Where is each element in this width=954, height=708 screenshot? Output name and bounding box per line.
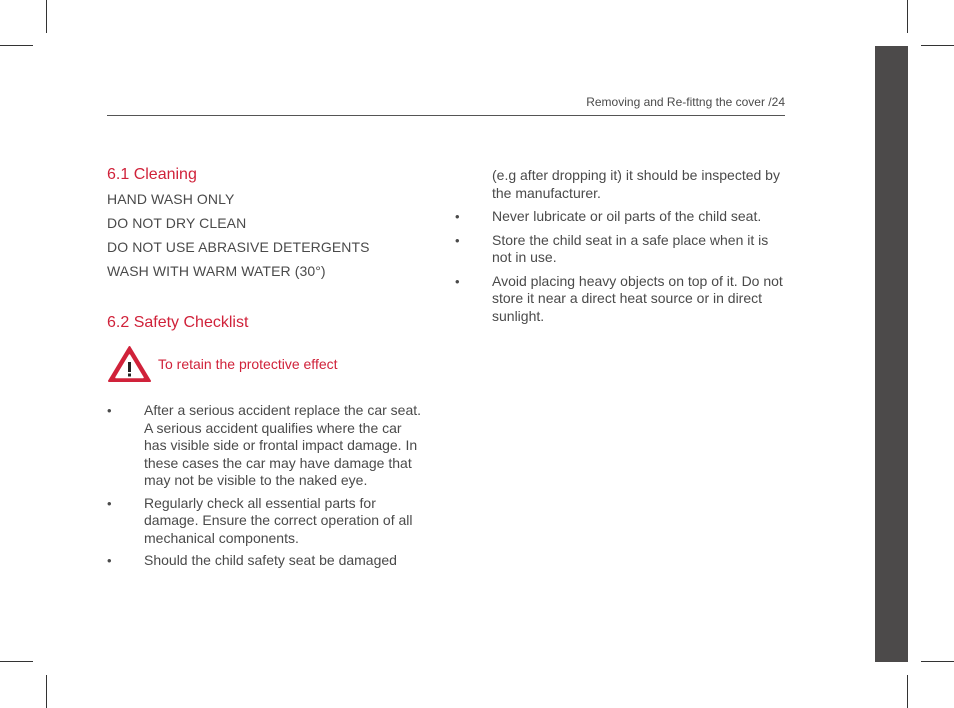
list-item-continuation: (e.g after dropping it) it should be inspected by the manufacturer. — [492, 167, 780, 201]
list-item — [107, 552, 424, 570]
list-item-text: Regularly check all essential parts for damage. Ensure the correct operation of all mechanical components. — [144, 494, 413, 546]
bullet: • — [455, 273, 460, 289]
safety-list-col1 — [107, 402, 424, 575]
bullet: • — [107, 553, 112, 568]
page-header-title: Removing and Re-fittng the cover /24 — [586, 95, 785, 109]
cleaning-heading: 6.1 Cleaning — [107, 166, 197, 183]
warning-triangle-icon — [107, 345, 152, 383]
bullet: • — [107, 495, 112, 511]
bullet: • — [107, 403, 112, 418]
crop-mark — [921, 45, 954, 46]
list-item — [455, 208, 787, 226]
list-item-text: Should the child safety seat be damaged — [144, 552, 397, 568]
list-item-text: Store the child seat in a safe place when it is not in use. — [492, 231, 769, 265]
crop-mark — [921, 661, 954, 662]
bullet: • — [455, 232, 460, 248]
bullet: • — [455, 209, 460, 224]
header-rule — [107, 115, 785, 116]
side-tab — [875, 46, 908, 662]
warning-text: To retain the protective effect — [158, 356, 338, 372]
safety-heading: 6.2 Safety Checklist — [107, 314, 249, 331]
crop-mark — [0, 661, 33, 662]
list-item — [107, 494, 424, 548]
list-item-text: After a serious accident replace the car seat. A serious accident qualifies where the car has visible side or frontal impact damage. In these cases the car may have damage that may not be visible to the naked eye. — [144, 402, 422, 488]
safety-list-col2 — [455, 208, 787, 331]
crop-mark — [0, 45, 33, 46]
list-item — [455, 231, 787, 267]
cleaning-line: DO NOT USE ABRASIVE DETERGENTS — [107, 239, 370, 255]
list-item-text: Never lubricate or oil parts of the child seat. — [492, 208, 762, 224]
crop-mark — [46, 0, 47, 33]
cleaning-line: WASH WITH WARM WATER (30°) — [107, 263, 326, 279]
list-item-text: Avoid placing heavy objects on top of it. Do not store it near a direct heat source or in direct sunlight. — [492, 272, 783, 324]
crop-mark — [46, 675, 47, 708]
list-item — [107, 402, 424, 490]
crop-mark — [907, 675, 908, 708]
cleaning-line: HAND WASH ONLY — [107, 191, 235, 207]
crop-mark — [907, 0, 908, 33]
list-item — [455, 272, 787, 326]
cleaning-line: DO NOT DRY CLEAN — [107, 215, 247, 231]
